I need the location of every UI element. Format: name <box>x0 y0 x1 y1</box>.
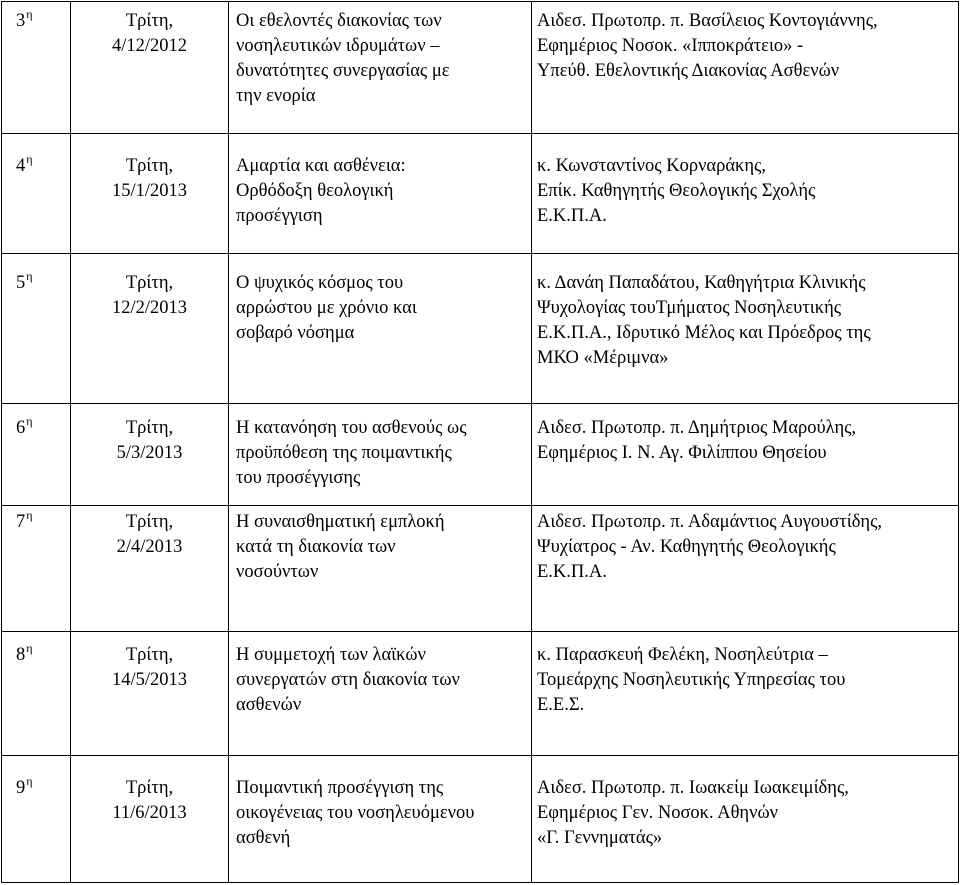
topic-line: αρρώστου με χρόνιο και <box>236 298 417 319</box>
session-speaker <box>532 403 959 505</box>
ordinal <box>16 776 33 801</box>
ordinal-suffix: η <box>26 507 33 522</box>
weekday-label: Τρίτη, <box>125 644 174 665</box>
topic-line: Η συμμετοχή των λαϊκών <box>236 644 426 665</box>
topic-line: Ορθόδοξη θεολογική <box>236 180 394 201</box>
ordinal-number: 4 <box>16 155 26 176</box>
ordinal-number: 9 <box>16 778 26 799</box>
ordinal-suffix: η <box>26 774 33 789</box>
speaker-line: Υπεύθ. Εθελοντικής Διακονίας Ασθενών <box>537 61 840 81</box>
topic-line: προϋπόθεση της ποιμαντικής <box>236 442 452 463</box>
date-label: 12/2/2013 <box>111 298 188 319</box>
date-label: 2/4/2013 <box>116 536 183 557</box>
session-number <box>2 2 71 134</box>
session-topic <box>229 254 532 403</box>
speaker-line: Ε.Κ.Π.Α., Ιδρυτικό Μέλος και Πρόεδρος της <box>537 323 871 344</box>
session-speaker <box>532 756 959 883</box>
topic-line: Αμαρτία και ασθένεια: <box>236 155 406 176</box>
session-topic <box>229 631 532 756</box>
weekday-label: Τρίτη, <box>125 273 174 294</box>
speaker-line: Εφημέριος Νοσοκ. «Ιπποκράτειο» - <box>537 36 804 56</box>
weekday-label: Τρίτη, <box>125 778 174 799</box>
ordinal <box>16 9 33 34</box>
ordinal-suffix: η <box>26 7 33 21</box>
topic-line: οικογένειας του νοσηλευόμενου <box>236 803 475 824</box>
session-number <box>2 756 71 883</box>
weekday-label: Τρίτη, <box>125 417 174 438</box>
topic-line: του προσέγγισης <box>236 467 361 488</box>
speaker-line: Ε.Ε.Σ. <box>537 694 585 715</box>
speaker-line: κ. Κωνσταντίνος Κορναράκης, <box>537 155 767 176</box>
ordinal-suffix: η <box>26 151 33 166</box>
ordinal-suffix: η <box>26 269 33 284</box>
topic-line: σοβαρό νόσημα <box>236 323 355 344</box>
topic-line: συνεργατών στη διακονία των <box>236 669 460 690</box>
speaker-line: κ. Παρασκευή Φελέκη, Νοσηλεύτρια – <box>537 644 828 665</box>
ordinal <box>16 271 33 296</box>
date-label: 14/5/2013 <box>111 669 188 690</box>
speaker-line: ΜΚΟ «Μέριμνα» <box>537 348 669 369</box>
table-row <box>2 505 959 631</box>
topic-line: νοσηλευτικών ιδρυμάτων – <box>236 36 440 56</box>
topic-line: προσέγγιση <box>236 205 323 226</box>
weekday-label: Τρίτη, <box>125 11 174 31</box>
session-number <box>2 133 71 254</box>
topic-line: ασθενή <box>236 828 291 849</box>
topic-line: κατά τη διακονία των <box>236 536 396 557</box>
weekday-label: Τρίτη, <box>125 155 174 176</box>
table-row <box>2 631 959 756</box>
ordinal <box>16 640 33 668</box>
session-speaker <box>532 505 959 631</box>
session-date <box>71 133 229 254</box>
session-number <box>2 631 71 756</box>
topic-line: Ποιμαντική προσέγγιση της <box>236 778 444 799</box>
speaker-line: κ. Δανάη Παπαδάτου, Καθηγήτρια Κλινικής <box>537 273 866 294</box>
date-label: 4/12/2012 <box>111 36 188 56</box>
session-date <box>71 505 229 631</box>
table-row <box>2 403 959 505</box>
ordinal-number: 3 <box>16 11 26 31</box>
session-speaker <box>532 631 959 756</box>
speaker-line: Ψυχίατρος - Αν. Καθηγητής Θεολογικής <box>537 536 836 557</box>
session-topic <box>229 403 532 505</box>
topic-line: την ενορία <box>236 86 316 106</box>
session-date <box>71 2 229 134</box>
speaker-line: Αιδεσ. Πρωτοπρ. π. Δημήτριος Μαρούλης, <box>537 417 857 438</box>
table-row <box>2 756 959 883</box>
date-label: 5/3/2013 <box>116 442 183 463</box>
ordinal-number: 8 <box>16 644 26 665</box>
session-date <box>71 403 229 505</box>
speaker-line: «Γ. Γεννηματάς» <box>537 828 663 849</box>
speaker-line: Εφημέριος Ι. Ν. Αγ. Φιλίππου Θησείου <box>537 442 827 463</box>
session-topic <box>229 133 532 254</box>
topic-line: νοσούντων <box>236 561 319 582</box>
ordinal-suffix: η <box>26 640 33 655</box>
speaker-line: Ψυχολογίας τουΤμήματος Νοσηλευτικής <box>537 298 842 319</box>
ordinal-suffix: η <box>26 413 33 428</box>
schedule-body <box>2 2 959 883</box>
speaker-line: Επίκ. Καθηγητής Θεολογικής Σχολής <box>537 180 816 201</box>
session-topic <box>229 505 532 631</box>
session-date <box>71 254 229 403</box>
session-topic <box>229 756 532 883</box>
date-label: 11/6/2013 <box>112 803 187 824</box>
session-topic <box>229 2 532 134</box>
session-date <box>71 756 229 883</box>
ordinal <box>16 151 33 179</box>
ordinal-number: 6 <box>16 417 26 438</box>
ordinal <box>16 413 33 441</box>
ordinal <box>16 507 33 535</box>
speaker-line: Αιδεσ. Πρωτοπρ. π. Βασίλειος Κοντογιάννης, <box>537 11 878 31</box>
speaker-line: Εφημέριος Γεν. Νοσοκ. Αθηνών <box>537 803 779 824</box>
table-row <box>2 254 959 403</box>
ordinal-number: 5 <box>16 273 26 294</box>
topic-line: Η συναισθηματική εμπλοκή <box>236 511 445 532</box>
topic-line: Ο ψυχικός κόσμος του <box>236 273 404 294</box>
speaker-line: Ε.Κ.Π.Α. <box>537 205 607 226</box>
table-row <box>2 133 959 254</box>
speaker-line: Αιδεσ. Πρωτοπρ. π. Ιωακείμ Ιωακειμίδης, <box>537 778 849 799</box>
topic-line: Οι εθελοντές διακονίας των <box>236 11 442 31</box>
weekday-label: Τρίτη, <box>125 511 174 532</box>
session-date <box>71 631 229 756</box>
speaker-line: Τομεάρχης Νοσηλευτικής Υπηρεσίας του <box>537 669 846 690</box>
date-label: 15/1/2013 <box>111 180 188 201</box>
session-number <box>2 254 71 403</box>
topic-line: ασθενών <box>236 694 302 715</box>
topic-line: δυνατότητες συνεργασίας με <box>236 61 450 81</box>
session-speaker <box>532 133 959 254</box>
topic-line: Η κατανόηση του ασθενούς ως <box>236 417 467 438</box>
speaker-line: Αιδεσ. Πρωτοπρ. π. Αδαμάντιος Αυγουστίδης, <box>537 511 883 532</box>
session-speaker <box>532 2 959 134</box>
session-number <box>2 505 71 631</box>
session-number <box>2 403 71 505</box>
speaker-line: Ε.Κ.Π.Α. <box>537 561 607 582</box>
ordinal-number: 7 <box>16 511 26 532</box>
table-row <box>2 2 959 134</box>
session-speaker <box>532 254 959 403</box>
lecture-schedule-table <box>1 1 959 883</box>
